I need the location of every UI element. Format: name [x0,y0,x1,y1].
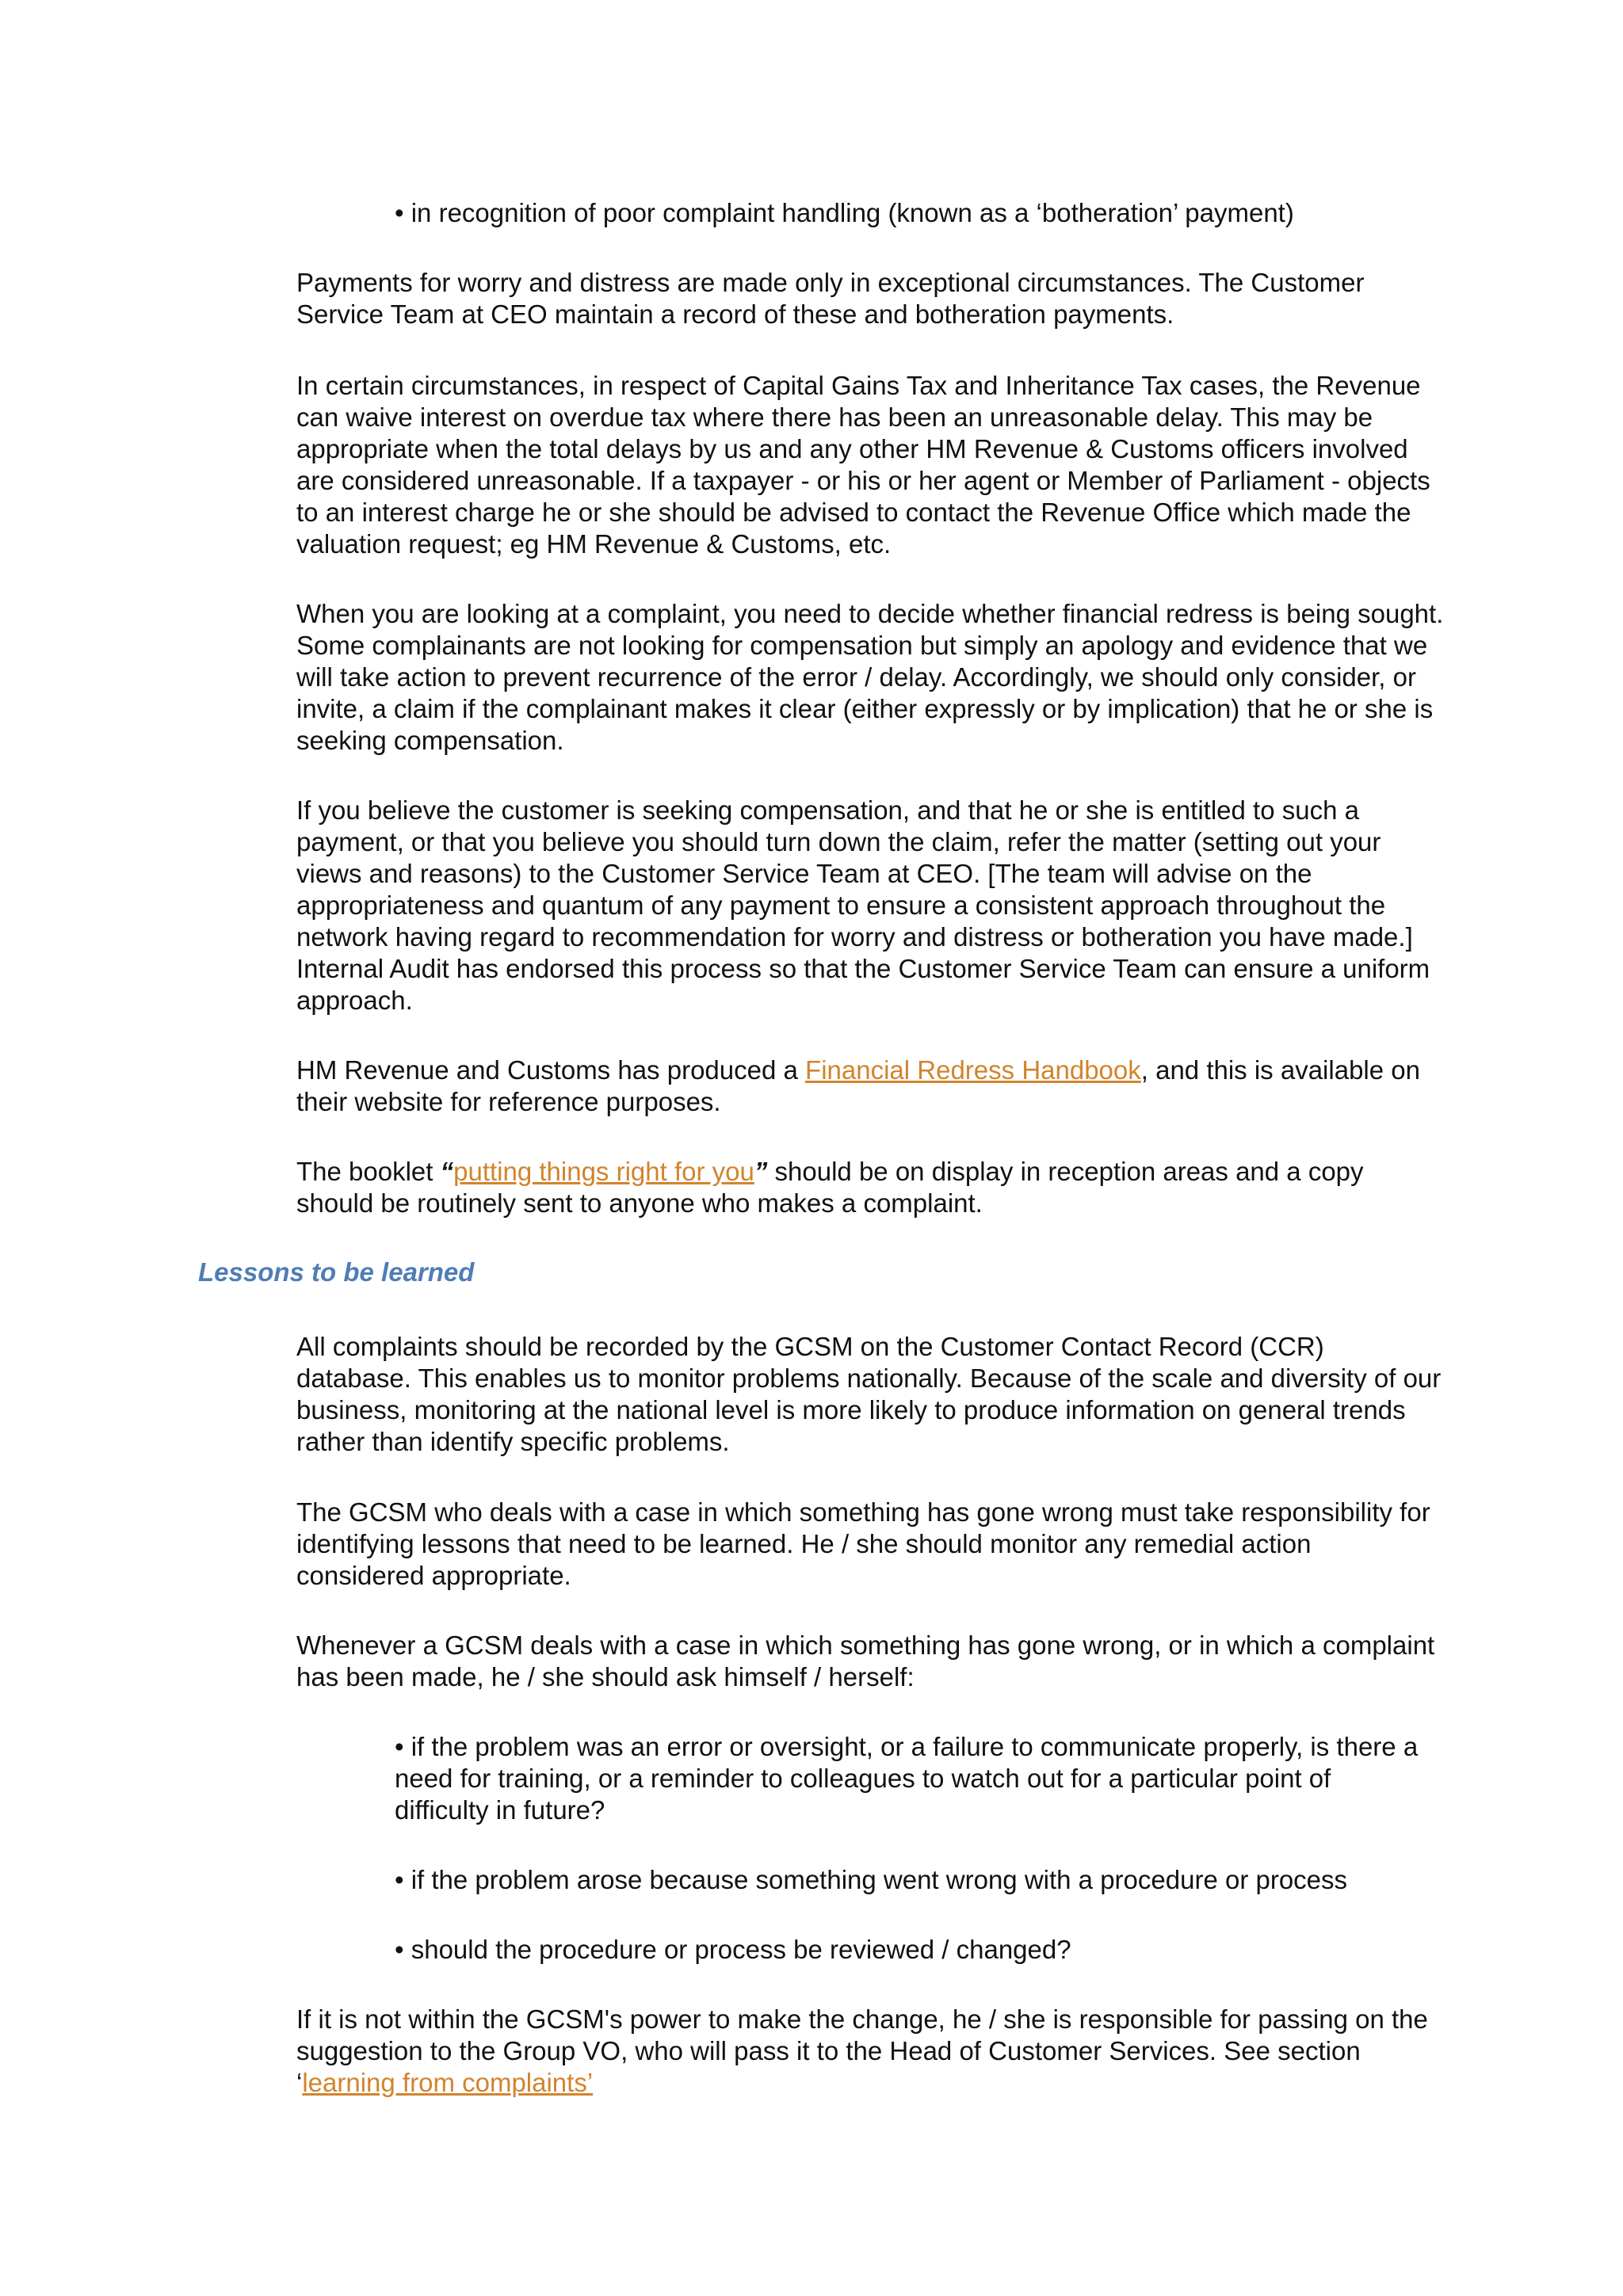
open-quote: “ [440,1157,454,1186]
bullet-review-procedure: • should the procedure or process be reviewed / changed? [395,1935,1071,1964]
bullet-training-need: • if the problem was an error or oversight, or a failure to communicate properly, is there a need for training, or a reminder to colleagues to watch out for a particular point of difficulty in future? [395,1732,1419,1825]
close-quote: ” [754,1157,768,1186]
text: should be on display in reception areas and a copy should be routinely sent to anyone who makes a complaint. [296,1157,1364,1218]
paragraph-redress-handbook [296,1055,1445,1118]
paragraph-gcsm-responsibility: The GCSM who deals with a case in which something has gone wrong must take responsibility for identifying lessons that need to be learned. He / she should monitor any remedial action considered appropriate. [296,1497,1430,1590]
link-putting-things-right[interactable]: putting things right for you [453,1157,754,1186]
section-heading-lessons: Lessons to be learned [198,1257,475,1287]
text: HM Revenue and Customs has produced a [296,1055,806,1085]
paragraph-seeking-compensation: If you believe the customer is seeking compensation, and that he or she is entitled to such a payment, or that you believe you should turn down the claim, refer the matter (setting out your views and reasons) to the Customer Service Team at CEO. [The team will advise on the appropriateness and quantum of any payment to ensure a consistent approach throughout the network having regard to recommendation for worry and distress or botheration you have made.] Internal Audit has endorsed this process so that the Customer Service Team can ensure a uniform approach. [296,795,1430,1015]
link-financial-redress-handbook[interactable]: Financial Redress Handbook [805,1055,1141,1085]
paragraph-worry-distress: Payments for worry and distress are made only in exceptional circumstances. The Customer Service Team at CEO maintain a record of these and botheration payments. [296,268,1365,329]
paragraph-ccr-database: All complaints should be recorded by the GCSM on the Customer Contact Record (CCR) database. This enables us to monitor problems nationally. Because of the scale and diversity of our business, monitoring at the national level is more likely to produce information on general trends rather than identify specific problems. [296,1332,1442,1456]
paragraph-ask-himself: Whenever a GCSM deals with a case in which something has gone wrong, or in which a complaint has been made, he / she should ask himself / herself: [296,1630,1435,1691]
link-learning-from-complaints[interactable]: learning from complaints’ [302,2068,594,2097]
bullet-procedure-problem: • if the problem arose because something went wrong with a procedure or process [395,1865,1348,1894]
text: , and this is available on their website for reference purposes. [296,1055,1420,1116]
text: The booklet [296,1157,441,1186]
paragraph-booklet [296,1156,1445,1219]
paragraph-passing-suggestion [296,2004,1445,2099]
paragraph-interest-waiver: In certain circumstances, in respect of Capital Gains Tax and Inheritance Tax cases, the Revenue can waive interest on overdue tax where there has been an unreasonable delay. This may be appropriate when the total delays by us and any other HM Revenue & Customs officers involved are considered unreasonable. If a taxpayer - or his or her agent or Member of Parliament - objects to an interest charge he or she should be advised to contact the Revenue Office which made the valuation request; eg HM Revenue & Customs, etc. [296,371,1430,559]
bullet-botheration: • in recognition of poor complaint handling (known as a ‘botheration’ payment) [395,198,1294,227]
paragraph-financial-redress: When you are looking at a complaint, you need to decide whether financial redress is being sought. Some complainants are not looking for compensation but simply an apology and evidence that we will take action to prevent recurrence of the error / delay. Accordingly, we should only consider, or invite, a claim if the complainant makes it clear (either expressly or by implication) that he or she is seeking compensation. [296,599,1444,755]
text: If it is not within the GCSM's power to make the change, he / she is responsible for passing on the suggestion to the Group VO, who will pass it to the Head of Customer Services. See section ‘ [296,2004,1428,2097]
